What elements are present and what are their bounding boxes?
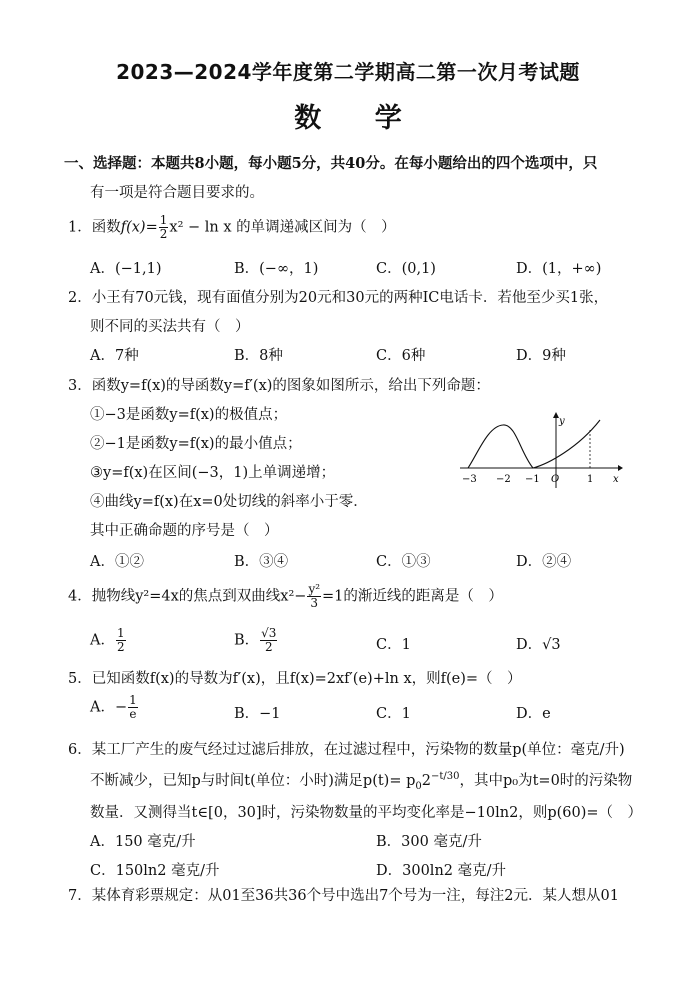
option-d: D．300ln2 毫克/升: [376, 863, 506, 879]
question-number: 5．: [68, 671, 92, 687]
question-number: 1．: [68, 219, 92, 236]
option-a: A．7种: [90, 348, 139, 364]
option-c: C．(0,1): [376, 261, 436, 277]
proposition-1: ①−3是函数y=f(x)的极值点；: [90, 407, 288, 423]
question-6: 6．某工厂产生的废气经过过滤后排放，在过滤过程中，污染物的数量p(单位：毫克/升): [68, 742, 625, 758]
question-number: 6．: [68, 742, 92, 758]
tick-label: −2: [496, 474, 511, 485]
y-label: y: [559, 416, 565, 427]
question-5: 5．已知函数f(x)的导数为f′(x)，且f(x)=2xf′(e)+ln x，则f(e)=（ ）: [68, 671, 522, 687]
question-3-ask: 其中正确命题的序号是（ ）: [90, 523, 279, 539]
tick-label: −3: [462, 474, 477, 485]
question-1: 1．函数f(x)= $\frac{1}{2}$ x² − ln x 的单调递减区间为（ ）: [68, 213, 396, 241]
option-b: B．−1: [234, 706, 281, 722]
option-a: A．(−1,1): [90, 261, 162, 277]
origin-label: O: [551, 474, 560, 485]
option-b: B．8种: [234, 348, 283, 364]
fraction: $\frac{1}{2}$: [159, 213, 168, 241]
option-b: B． $\frac{√3}{2}$: [234, 626, 277, 654]
question-3: 3．函数y=f(x)的导函数y=f′(x)的图象如图所示，给出下列命题：: [68, 378, 490, 394]
option-c: C．150ln2 毫克/升: [90, 863, 220, 879]
subject-title: 数 学: [294, 103, 424, 134]
question-4: 4．抛物线y²=4x的焦点到双曲线x²− $\frac{\text{y²}}{3}$ =1的渐近线的距离是（ ）: [68, 582, 503, 610]
question-6-line3: 数量．又测得当t∈[0，30]时，污染物数量的平均变化率是−10ln2，则p(60)=（ ）: [90, 805, 643, 821]
section-heading: 一、选择题：本题共8小题，每小题5分，共40分。在每小题给出的四个选项中，只: [64, 155, 598, 172]
option-d: D．②④: [516, 554, 572, 570]
derivative-curve: [468, 420, 600, 468]
option-b: B．300 毫克/升: [376, 834, 482, 850]
question-number: 3．: [68, 378, 92, 394]
proposition-4: ④曲线y=f(x)在x=0处切线的斜率小于零．: [90, 494, 368, 510]
question-number: 2．: [68, 290, 92, 306]
question-7: 7．某体育彩票规定：从01至36共36个号中选出7个号为一注，每注2元．某人想从01: [68, 888, 619, 904]
option-d: D．√3: [516, 637, 561, 653]
question-2: 2．小王有70元钱，现有面值分别为20元和30元的两种IC电话卡．若他至少买1张，: [68, 290, 609, 306]
option-d: D．(1，+∞): [516, 261, 602, 277]
option-a: A．①②: [90, 554, 144, 570]
derivative-graph: [458, 408, 623, 490]
option-a: A．150 毫克/升: [90, 834, 196, 850]
proposition-2: ②−1是函数y=f(x)的最小值点；: [90, 436, 302, 452]
tick-label: −1: [525, 474, 540, 485]
option-c: C．①③: [376, 554, 431, 570]
fraction: $\frac{\text{y²}}{3}$: [308, 582, 321, 610]
option-d: D．9种: [516, 348, 566, 364]
x-label: x: [613, 474, 619, 485]
question-number: 4．: [68, 588, 92, 605]
option-a: A． $\frac{1}{2}$: [90, 626, 125, 654]
option-c: C．1: [376, 706, 411, 722]
x-axis-arrow: [618, 465, 623, 471]
question-2-cont: 则不同的买法共有（ ）: [90, 319, 250, 335]
question-number: 7．: [68, 888, 92, 904]
option-d: D．e: [516, 706, 551, 722]
option-c: C．6种: [376, 348, 426, 364]
option-b: B．③④: [234, 554, 289, 570]
exam-title: 2023—2024学年度第二学期高二第一次月考试题: [116, 60, 580, 84]
option-a: A．− $\frac{1}{e}$: [90, 693, 137, 721]
section-heading-cont: 有一项是符合题目要求的。: [90, 185, 264, 201]
question-6-line2: 不断减少，已知p与时间t(单位：小时)满足$p(t)= p_02^{-t/30}$，其中p₀为t=0时的污染物: [90, 771, 633, 792]
option-c: C．1: [376, 637, 411, 653]
tick-label: 1: [587, 474, 594, 485]
option-b: B．(−∞，1): [234, 261, 319, 277]
proposition-3: ③y=f(x)在区间(−3，1)上单调递增；: [90, 465, 336, 481]
